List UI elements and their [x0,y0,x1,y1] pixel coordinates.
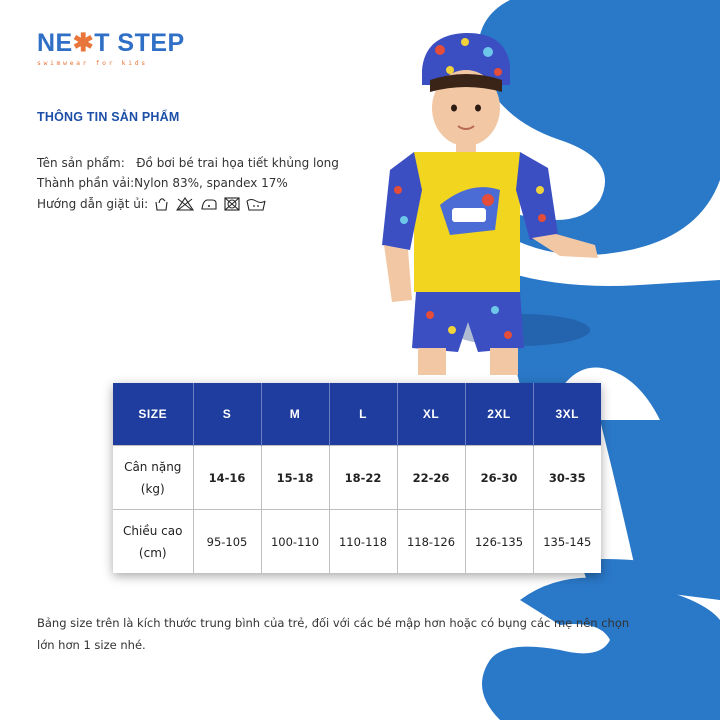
product-photo [370,30,610,375]
table-cell: 30-35 [533,446,601,510]
table-cell: 15-18 [261,446,329,510]
wash-label: Hướng dẫn giặt ủi: [37,196,149,211]
info-material [37,177,288,189]
row-label-height-line1: Chiều cao [123,523,183,538]
table-cell: 22-26 [397,446,465,510]
size-note: Bảng size trên là kích thước trung bình của trẻ, đối với các bé mập hơn hoặc có bụng các mẹ nên chọn lớn hơn 1 size nhé. [37,616,630,652]
no-tumble-dry-icon [224,197,240,211]
row-label-weight [113,446,193,510]
table-header-row [113,383,601,446]
header-l: L [329,383,397,446]
header-xl: XL [397,383,465,446]
wash-icons [154,197,266,211]
table-cell: 95-105 [193,510,261,574]
brand-name-part-a: NE [37,29,73,57]
table-cell: 100-110 [261,510,329,574]
brand-name [37,31,185,56]
info-wash [37,197,266,211]
table-cell: 14-16 [193,446,261,510]
header-m: M [261,383,329,446]
hand-wash-icon [154,197,170,211]
row-label-weight-line2: (kg) [140,481,165,496]
header-s: S [193,383,261,446]
row-label-height-line2: (cm) [138,545,167,560]
brand-name-part-b: T STEP [94,29,185,57]
product-label: Tên sản phẩm: [37,156,125,170]
table-cell: 110-118 [329,510,397,574]
table-cell: 135-145 [533,510,601,574]
table-row-height [113,510,601,574]
header-size: SIZE [113,383,193,446]
row-label-weight-line1: Cân nặng [124,459,182,474]
info-product [37,157,339,169]
table-row-weight [113,446,601,510]
wash-30-icon [246,197,266,211]
size-table-grid [113,383,601,573]
row-label-height [113,510,193,574]
section-title: THÔNG TIN SẢN PHẨM [37,110,180,124]
size-table [113,383,601,573]
table-cell: 126-135 [465,510,533,574]
header-2xl: 2XL [465,383,533,446]
material-label: Thành phần vải: [37,176,135,190]
material-value: Nylon 83%, spandex 17% [134,176,288,190]
brand-tagline: swimwear for kids [37,59,148,67]
table-cell: 18-22 [329,446,397,510]
header-3xl: 3XL [533,383,601,446]
no-bleach-icon [176,197,194,211]
brand-logo [37,31,185,67]
product-value: Đồ bơi bé trai họa tiết khủng long [136,156,339,170]
table-cell: 118-126 [397,510,465,574]
iron-low-icon [200,197,218,211]
table-cell: 26-30 [465,446,533,510]
star-icon: ✱ [72,29,95,57]
